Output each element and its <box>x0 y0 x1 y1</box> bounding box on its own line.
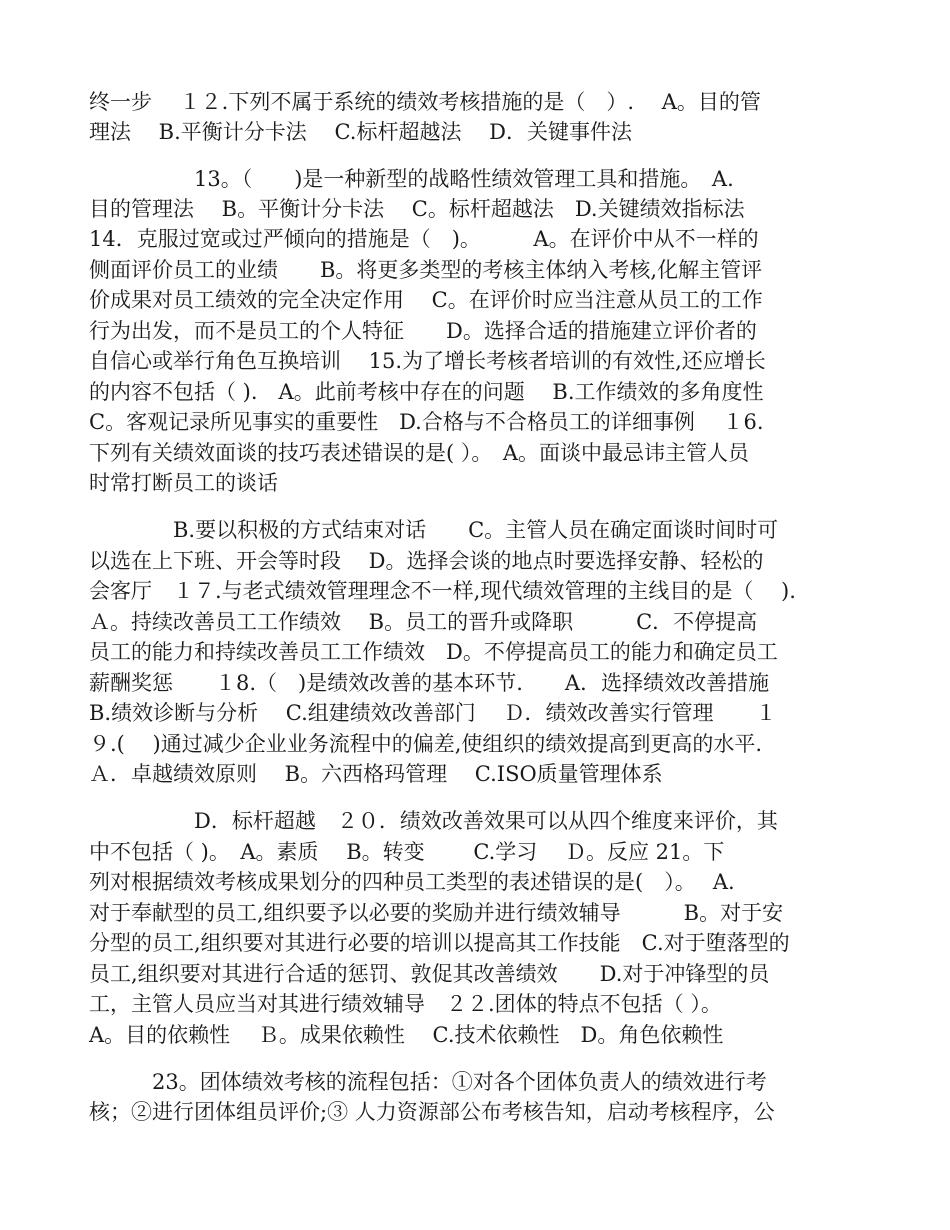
text-line: 23。团体绩效考核的流程包括：①对各个团体负责人的绩效进行考 <box>89 1070 767 1094</box>
text-line: 侧面评价员工的业绩 B。将更多类型的考核主体纳入考核,化解主管评 <box>89 258 763 282</box>
text-line: 的内容不包括（ ). A。此前考核中存在的问题 B.工作绩效的多角度性 <box>89 380 764 404</box>
text-line: 行为出发，而不是员工的个人特征 D。选择合适的措施建立评价者的 <box>89 319 757 343</box>
text-line: 列对根据绩效考核成果划分的四种员工类型的表述错误的是( ）。 A. <box>89 870 735 894</box>
text-line: B.绩效诊断与分析 C.组建绩效改善部门 Ｄ．绩效改善实行管理 １ <box>89 701 777 725</box>
text-line: 员工,组织要对其进行合适的惩罚、敦促其改善绩效 D.对于冲锋型的员 <box>89 962 770 986</box>
text-line: 会客厅 １７.与老式绩效管理理念不一样,现代绩效管理的主线目的是（ ). <box>89 579 796 603</box>
text-line: 目的管理法 B。平衡计分卡法 C。标杆超越法 D.关键绩效指标法 <box>89 197 745 221</box>
text-line: Ａ．卓越绩效原则 B。六西格玛管理 C.ISO质量管理体系 <box>89 762 663 786</box>
text-line: 对于奉献型的员工,组织要予以必要的奖励并进行绩效辅导 B。对于安 <box>89 901 784 925</box>
text-line: Ａ。持续改善员工工作绩效 B。员工的晋升或降职 C．不停提高 <box>89 610 758 634</box>
text-line: 理法 B.平衡计分卡法 C.标杆超越法 D．关键事件法 <box>89 120 632 144</box>
text-line: 自信心或举行角色互换培训 15.为了增长考核者培训的有效性,还应增长 <box>89 349 766 373</box>
text-line: 终一步 １２.下列不属于系统的绩效考核措施的是（ ）. A。目的管 <box>89 90 761 114</box>
text-line: ９.( )通过减少企业业务流程中的偏差,使组织的绩效提高到更高的水平. <box>89 732 763 756</box>
text-line: 下列有关绩效面谈的技巧表述错误的是( ）。 A。面谈中最忌讳主管人员 <box>89 441 750 465</box>
text-line: 员工的能力和持续改善员工工作绩效 D。不停提高员工的能力和确定员工 <box>89 640 778 664</box>
text-line: 13。（ )是一种新型的战略性绩效管理工具和措施。 A. <box>89 167 734 191</box>
text-line: 价成果对员工绩效的完全决定作用 C。在评价时应当注意从员工的工作 <box>89 288 763 312</box>
text-line: 14．克服过宽或过严倾向的措施是（ )。 A。在评价中从不一样的 <box>89 227 759 251</box>
text-line: D．标杆超越 ２０．绩效改善效果可以从四个维度来评价，其 <box>89 809 778 833</box>
text-line: C。客观记录所见事实的重要性 D.合格与不合格员工的详细事例 １6. <box>89 410 764 434</box>
text-line: 工，主管人员应当对其进行绩效辅导 ２２.团体的特点不包括（ ）。 <box>89 992 722 1016</box>
text-line: B.要以积极的方式结束对话 C。主管人员在确定面谈时间时可 <box>89 518 779 542</box>
text-line: 核；②进行团体组员评价;③ 人力资源部公布考核告知，启动考核程序，公 <box>89 1100 775 1124</box>
text-line: 中不包括（ )。 A。素质 B。转变 C.学习 Ｄ。反应 21。下 <box>89 840 725 864</box>
text-line: A。目的依赖性 Ｂ。成果依赖性 C.技术依赖性 D。角色依赖性 <box>89 1023 724 1047</box>
text-line: 时常打断员工的谈话 <box>89 471 278 495</box>
text-line: 薪酬奖惩 １8.（ )是绩效改善的基本环节. A．选择绩效改善措施 <box>89 671 770 695</box>
text-line: 分型的员工,组织要对其进行必要的培训以提高其工作技能 C.对于堕落型的 <box>89 931 790 955</box>
text-line: 以选在上下班、开会等时段 D。选择会谈的地点时要选择安静、轻松的 <box>89 549 764 573</box>
